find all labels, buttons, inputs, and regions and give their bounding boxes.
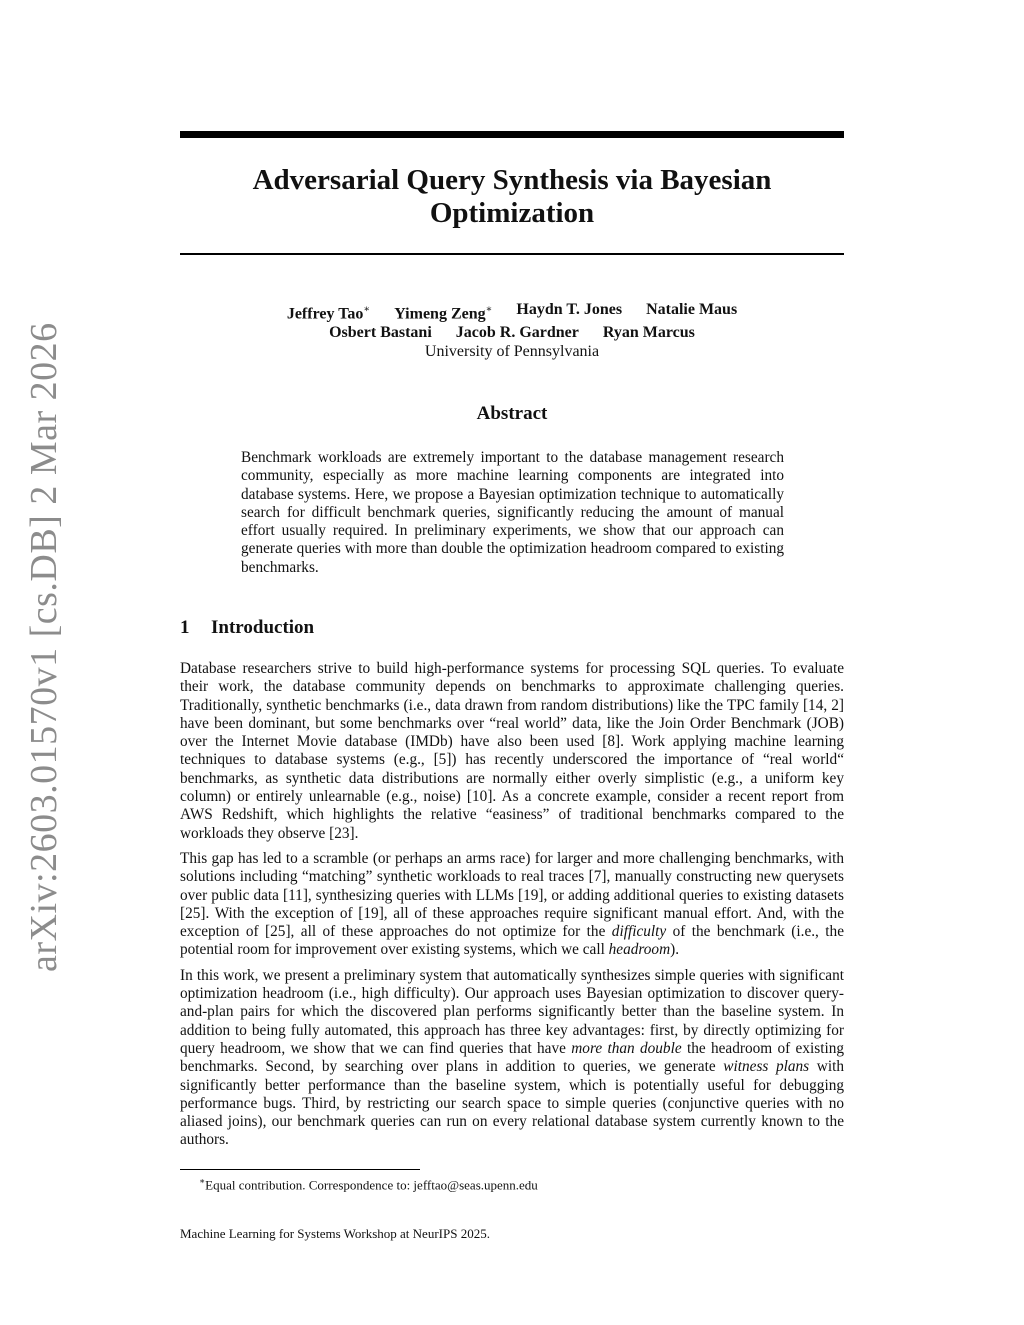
author-name: Jeffrey Tao∗ (286, 304, 371, 323)
venue-note: Machine Learning for Systems Workshop at NeurIPS 2025. (180, 1226, 490, 1241)
author-name: Jacob R. Gardner (455, 324, 579, 342)
footnote-rule (180, 1169, 420, 1170)
title-bottom-rule (180, 253, 844, 255)
author-name: Haydn T. Jones (516, 301, 623, 318)
abstract-text: Benchmark workloads are extremely important to the database management research community, especially as more machine learning components are integrated into database systems. Here, we propose a Bayesian optimization technique to automatically search for difficult benchmark queries, significantly reducing the amount of manual effort usually required. In preliminary experiments, we show that our approach can generate queries with more than double the optimization headroom compared to existing benchmarks. (241, 449, 784, 576)
affiliation: University of Pennsylvania (424, 343, 600, 361)
author-row-2 (180, 323, 844, 342)
paper-title: Adversarial Query Synthesis via Bayesian Optimization (252, 164, 772, 229)
paragraph-3: In this work, we present a preliminary system that automatically synthesizes simple queries with significant optimization headroom (i.e., high difficulty). Our approach uses Bayesian optimization to discover query-and-plan pairs for which the discovered plan performs significantly better than the baseline system. In addition to being fully automated, this approach has three key advantages: first, by directly optimizing for query headroom, we show that we can find queries that have more than double the headroom of existing benchmarks. Second, by searching over plans in addition to queries, we generate witness plans with significantly better performance than the baseline system, which is potentially useful for debugging performance bugs. Third, by restricting our search space to simple queries (conjunctive queries with no aliased joins), our benchmark queries can run on every relational database system currently known to the authors. (180, 966, 844, 1149)
arxiv-identifier-stamp[interactable]: arXiv:2603.01570v1 [cs.DB] 2 Mar 2026 (23, 322, 65, 972)
abstract-heading: Abstract (476, 403, 548, 424)
title-top-rule (180, 131, 844, 138)
author-row-1 (180, 300, 844, 323)
footnote (199, 1174, 538, 1192)
introduction-body (180, 660, 844, 1157)
section-title: Introduction (211, 617, 315, 638)
section-heading-introduction (180, 617, 844, 639)
author-name: Osbert Bastani (329, 324, 432, 342)
paragraph-2: This gap has led to a scramble (or perhaps an arms race) for larger and more challenging benchmarks, with solutions including “matching” synthetic workloads to real traces [7], manually constructing new querysets over public data [11], synthesizing queries with LLMs [19], or adding additional queries to existing datasets [25]. With the exception of [19], all of these approaches require significant manual effort. And, with the exception of [25], all of these approaches do not optimize for the difficulty of the benchmark (i.e., the potential room for improvement over existing systems, which we call headroom). (180, 849, 844, 959)
footnote-mark: ∗ (199, 1176, 206, 1186)
author-name: Natalie Maus (646, 301, 738, 318)
author-name: Yimeng Zeng∗ (394, 304, 493, 323)
author-block (180, 300, 844, 361)
paragraph-1: Database researchers strive to build high-performance systems for processing SQL queries. To evaluate their work, the database community depends on benchmarks to approximate challenging queries. Traditionally, synthetic benchmarks (i.e., data drawn from random distributions) like the TPC family [14, 2] have been dominant, but some benchmarks over “real world” data, like the Join Order Benchmark (JOB) over the Internet Movie database (IMDb) have also been used [8]. Work applying machine learning techniques to database systems (e.g., [5]) has recently underscored the importance of “real world“ benchmarks, as synthetic data distributions are normally either overly simplistic (e.g., a uniform key column) or entirely unlearnable (e.g., noise) [10]. As a concrete example, consider a recent report from AWS Redshift, which highlights the relative “easiness” of traditional benchmarks compared to the workloads they observe [23]. (180, 660, 844, 842)
footnote-text: Equal contribution. Correspondence to: jefftao@seas.upenn.edu (205, 1177, 538, 1193)
section-number: 1 (180, 617, 190, 638)
author-name: Ryan Marcus (602, 324, 695, 342)
